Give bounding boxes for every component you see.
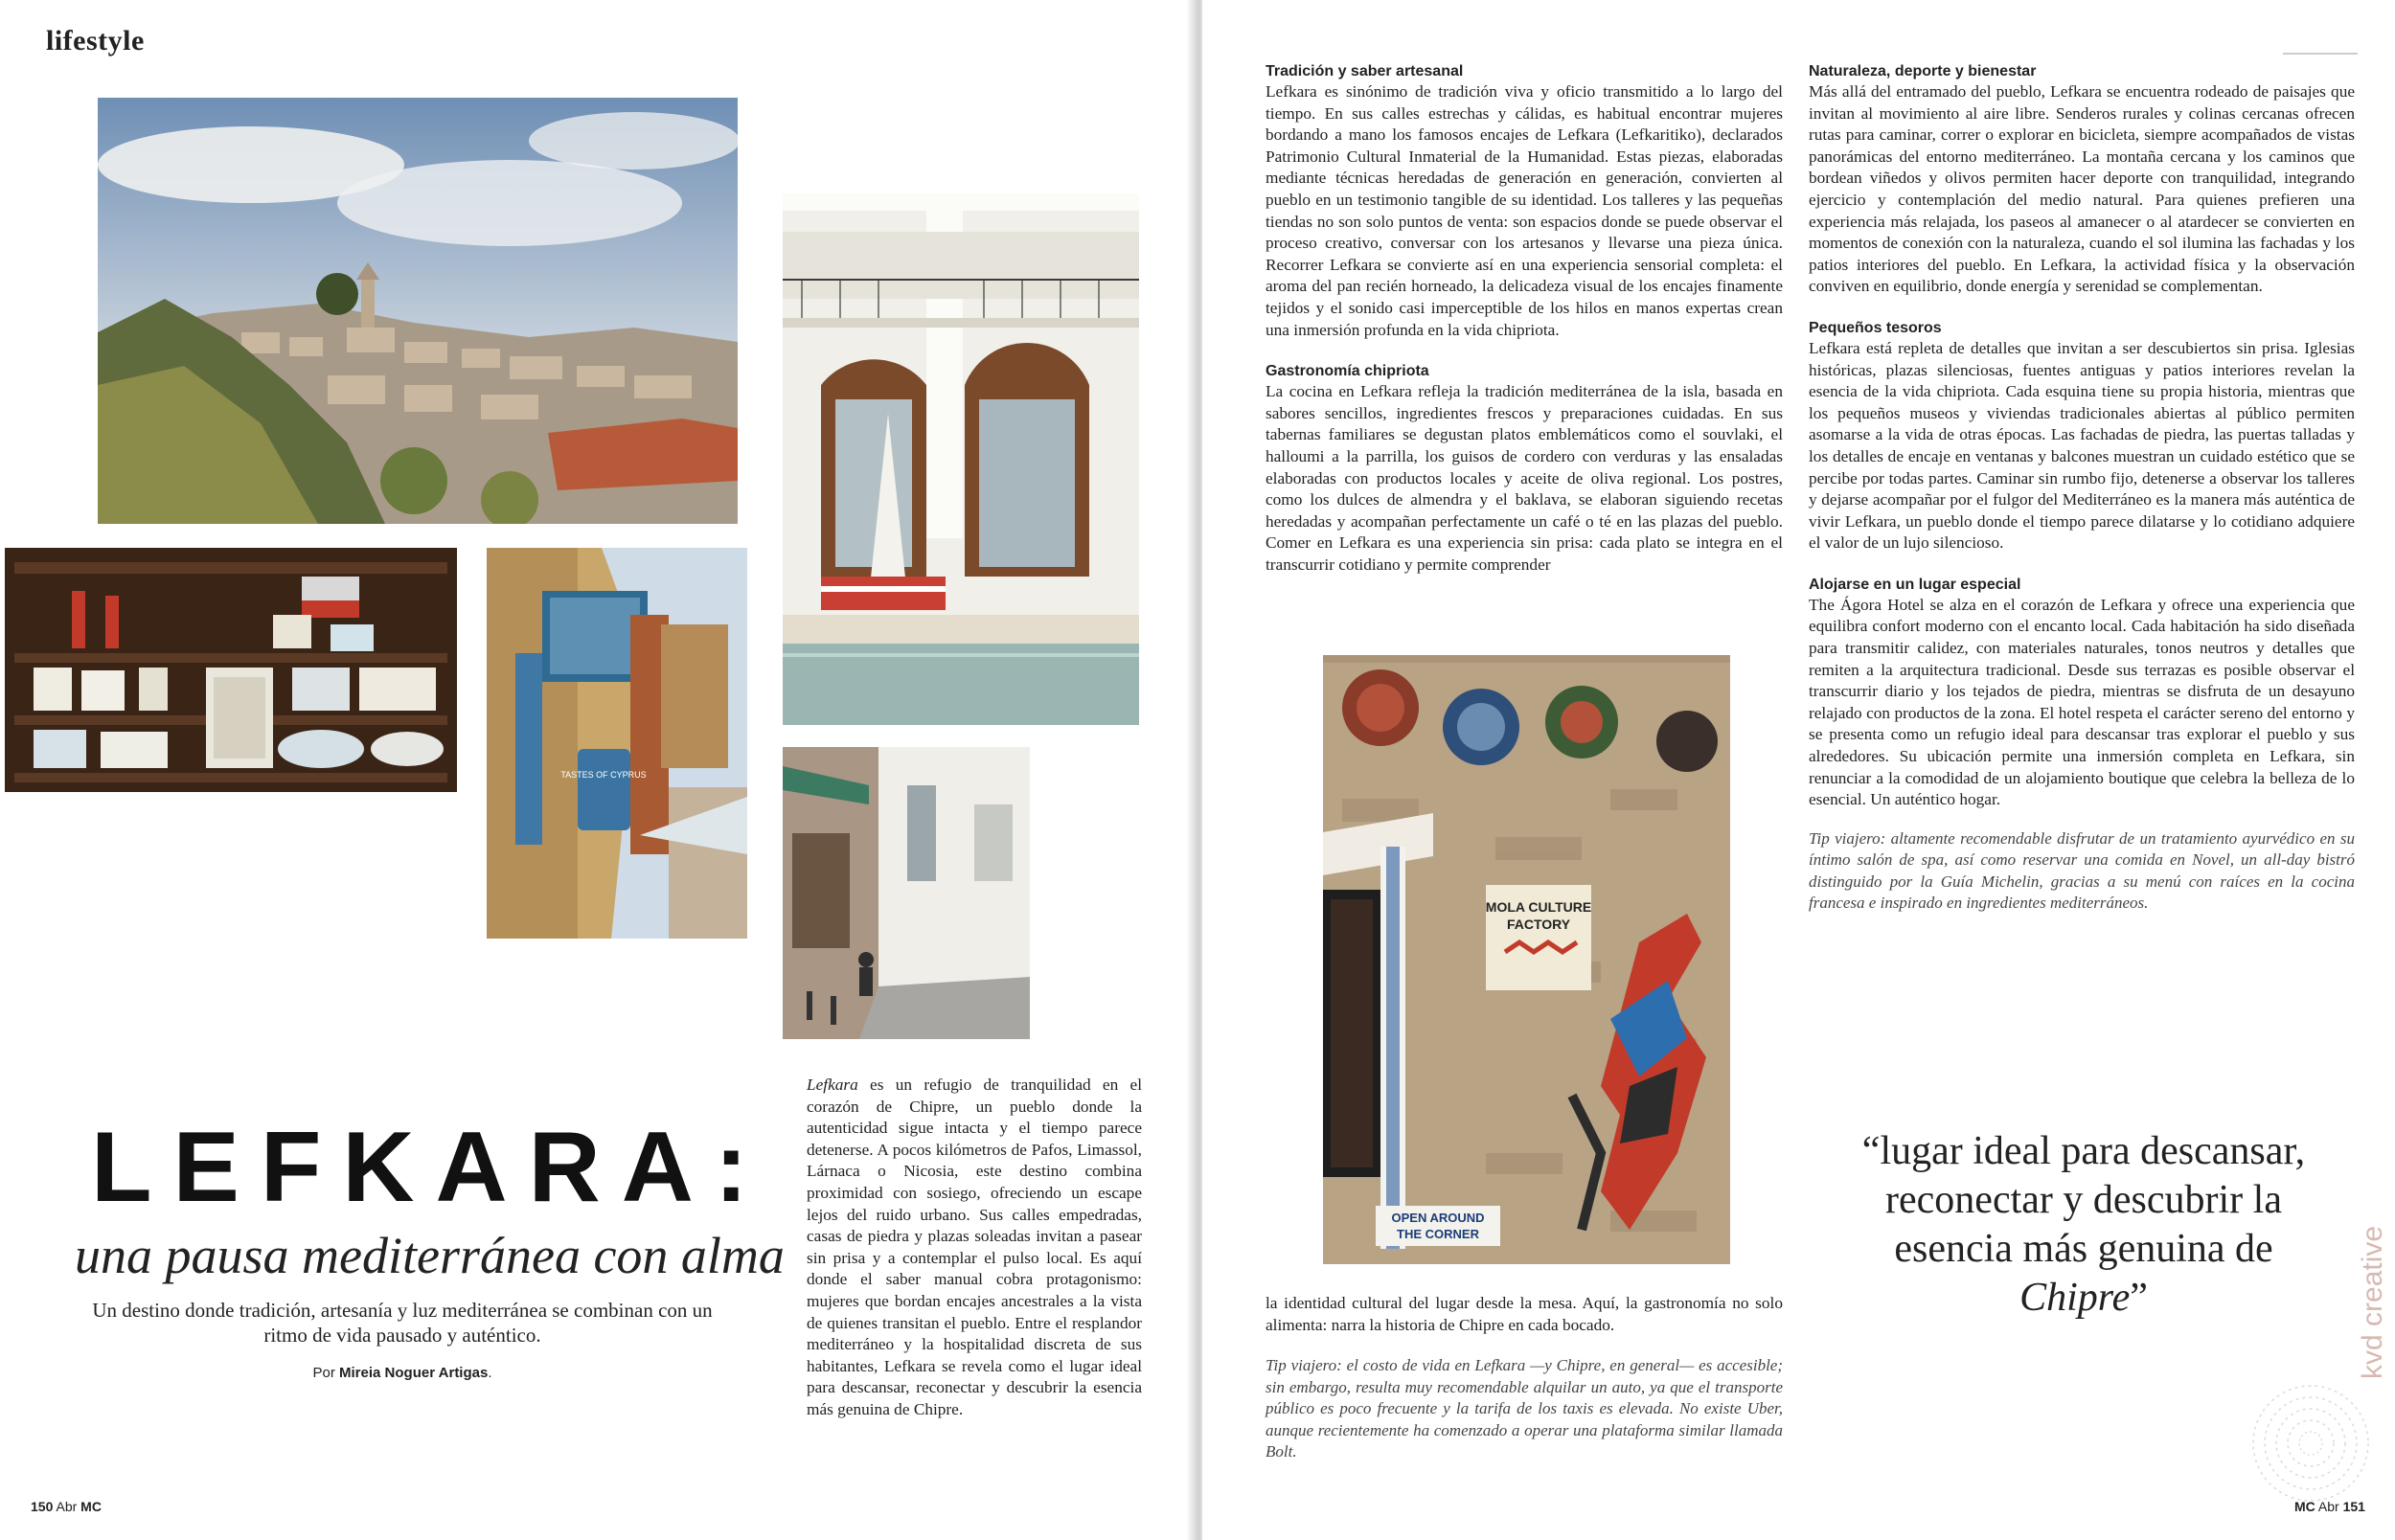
byline: Por Mireia Noguer Artigas. bbox=[312, 1365, 492, 1381]
right-page bbox=[1202, 0, 2395, 1540]
article-title: LEFKARA: bbox=[91, 1112, 769, 1223]
hotel-courtyard-photo bbox=[783, 193, 1139, 725]
text-gastronomia-continued: la identidad cultural del lugar desde la mesa. Aquí, la gastronomía no solo alimenta: narra la historia de Chipre en cada bocado. bbox=[1266, 1294, 1783, 1334]
tip-viajero-two: Tip viajero: altamente recomendable disfrutar de un tratamiento ayurvédico en su íntimo salón de spa, así como reservar una comida en Novel, un all-day bistró distinguido por la Guía Michelin, gracias a su menú con raíces en la cocina francesa e inspirado en ingredientes mediterráneos. bbox=[1809, 828, 2355, 913]
sign-line-two: FACTORY bbox=[1506, 917, 1571, 932]
pull-quote bbox=[1835, 1127, 2333, 1323]
byline-author: Mireia Noguer Artigas bbox=[339, 1365, 489, 1381]
left-page bbox=[0, 0, 1193, 1540]
intro-paragraph bbox=[807, 1075, 1142, 1421]
text-tradicion: Lefkara es sinónimo de tradición viva y oficio transmitido a lo largo del tiempo. En sus calles estrechas y cálidas, es habitual encontrar mujeres bordando a mano los famosos encajes de Lefkara (Lefkaritiko), declarados Patrimonio Cultural Inmaterial de la Humanidad. Estas piezas, elaboradas mediante técnicas heredadas de generación en generación, convierten al pueblo en un testimonio tangible de su identidad. Los talleres y las pequeñas tiendas no son solo puntos de venta: son espacios donde se puede observar el proceso creativo, conversar con los artesanos y llevarse una pieza única. Recorrer Lefkara se convierte así en una experiencia sensorial completa: el aroma del pan recién horneado, la delicadeza visual de los encajes finamente tejidos y el sonido casi imperceptible de los hilos en manos expertas crean una inmersión profunda en la vida chipriota. bbox=[1266, 82, 1783, 339]
heading-pequenos-tesoros: Pequeños tesoros bbox=[1809, 319, 1942, 336]
kvd-creative-brand: kvd creative bbox=[2357, 1225, 2388, 1379]
street-alley-photo bbox=[783, 747, 1030, 1039]
article-dek: Un destino donde tradición, artesanía y luz mediterránea se combinan con un ritmo de vida pausado y auténtico. bbox=[92, 1299, 713, 1347]
heading-naturaleza: Naturaleza, deporte y bienestar bbox=[1809, 63, 2037, 79]
section-label: lifestyle bbox=[46, 25, 145, 57]
lace-shop-photo bbox=[5, 548, 457, 792]
folio-month-right: Abr bbox=[2317, 1499, 2339, 1514]
column-one bbox=[1266, 62, 1783, 576]
folio-brand-right: MC bbox=[2294, 1499, 2315, 1514]
village-panorama-photo bbox=[98, 98, 738, 524]
corner-rule bbox=[2283, 53, 2358, 55]
shop-sign-text: TASTES OF CYPRUS bbox=[560, 770, 647, 780]
lace-rosette-icon bbox=[2247, 1379, 2376, 1508]
text-alojarse: The Ágora Hotel se alza en el corazón de Lefkara y ofrece una experiencia que equilibra confort moderno con el encanto local. Cada habitación ha sido diseñada para transmitir calidez, con materiales naturales, tonos neutros y detalles que remiten a la arquitectura tradicional. Desde sus terrazas es posible observar el transcurrir diario y los tejados de piedra, mientras se disfruta de un desayuno relajado con productos de la zona. El hotel respeta el carácter sereno del entorno y se presenta como un refugio ideal para descansar tras explorar el pueblo y sus alrededores. Su ubicación permite una inmersión completa en Lefkara, sin renunciar a la comodidad de un alojamiento boutique que celebra la belleza de lo esencial. Un auténtico hogar. bbox=[1809, 595, 2355, 809]
culture-factory-photo bbox=[1323, 655, 1730, 1264]
intro-lead: Lefkara bbox=[807, 1076, 858, 1094]
intro-text: es un refugio de tranquilidad en el corazón de Chipre, un pueblo donde la autenticidad sigue intacta y el tiempo parece detenerse. A pocos kilómetros de Pafos, Limassol, Lárnaca o Nicosia, este destino combina proximidad con sosiego, ofreciendo un escape lejos del ruido urbano. Sus calles empedradas, casas de piedra y plazas soleadas invitan a pasear sin prisa y a contemplar el pulso local. Es aquí donde el saber manual cobra protagonismo: mujeres que bordan encajes ancestrales a la vista de quienes transitan el pueblo. Entre el resplandor mediterráneo y la hospitalidad discreta de sus habitantes, Lefkara se revela como el lugar ideal para descansar, reconectar y descubrir la esencia más genuina de Chipre. bbox=[807, 1076, 1142, 1418]
tip-viajero-one: Tip viajero: el costo de vida en Lefkara —y Chipre, en general— es accesible; sin embargo, resulta muy recomendable alquilar un auto, ya que el transporte público es poco frecuente y la tarifa de los taxis es elevada. No existe Uber, aunque recientemente ha comenzado a operar una plataforma similar llamada Bolt. bbox=[1266, 1356, 1783, 1461]
heading-tradicion: Tradición y saber artesanal bbox=[1266, 63, 1464, 79]
heading-gastronomia: Gastronomía chipriota bbox=[1266, 363, 1429, 380]
pull-quote-close: ” bbox=[2130, 1276, 2148, 1320]
folio-number-left: 150 bbox=[31, 1499, 54, 1514]
text-pequenos-tesoros: Lefkara está repleta de detalles que invitan a ser descubiertos sin prisa. Iglesias históricas, plazas silenciosas, fuentes antiguas y patios interiores revelan la esencia de la vida chipriota. Cada esquina tiene su propia historia, mientras que los pequeños museos y viviendas tradicionales abiertas al público permiten asomarse a la vida de otras épocas. Las fachadas de piedra, las puertas talladas y los detalles de encaje en ventanas y balcones muestran un cuidado estético que se percibe por todas partes. Caminar sin rumbo fijo, detenerse a observar los talleres y dejarse acompañar por el fulgor del Mediterráneo es la manera más auténtica de vivir Lefkara, un pueblo donde el tiempo parece dilatarse y lo cotidiano adquiere el valor de un lujo silencioso. bbox=[1809, 338, 2355, 553]
pull-quote-emphasis: Chipre bbox=[2019, 1276, 2131, 1320]
folio-month-left: Abr bbox=[56, 1499, 78, 1514]
text-naturaleza: Más allá del entramado del pueblo, Lefkara se encuentra rodeado de paisajes que invitan al movimiento al aire libre. Senderos rurales y colinas cercanas ofrecen rutas para caminar, correr o explorar en bicicleta, siempre acompañados de vistas panorámicas del entorno mediterráneo. La montaña cercana y los caminos que bordean viñedos y olivos permiten hacer deporte con tranquilidad, integrando ejercicio y contemplación del medio natural. Para quienes prefieren una experiencia más relajada, los paseos al amanecer o al atardecer se convierten en momentos de conexión con la naturaleza, cuando el sol ilumina las fachadas y los patios interiores del pueblo. En Lefkara, la actividad física y la observación conviven en equilibrio, donde energía y serenidad se complementan. bbox=[1809, 82, 2355, 296]
open-sign-line-one: OPEN AROUND bbox=[1391, 1211, 1485, 1225]
pull-quote-text: “lugar ideal para descansar, reconectar y descubrir la esencia más genuina de bbox=[1861, 1129, 2306, 1271]
street-sign-photo bbox=[487, 548, 747, 939]
sign-line-one: MOLA CULTURE bbox=[1485, 899, 1592, 915]
text-gastronomia: La cocina en Lefkara refleja la tradición mediterránea de la isla, basada en sabores sencillos, ingredientes frescos y preparaciones cuidadas. En sus tabernas familiares se degustan platos emblemáticos como el souvlaki, el halloumi a la parrilla, los guisos de cordero con verduras y las ensaladas elaboradas con productos locales y aceite de oliva regional. Los postres, como los dulces de almendra y el baklava, se elaboran siguiendo recetas heredadas y acompañan perfectamente un café o té en las plazas del pueblo. Comer en Lefkara es una experiencia sin prisa: cada plato se integra en el transcurrir cotidiano y permite comprender bbox=[1266, 382, 1783, 574]
folio-left bbox=[31, 1499, 102, 1514]
folio-number-right: 151 bbox=[2342, 1499, 2365, 1514]
byline-prefix: Por bbox=[312, 1365, 335, 1381]
open-sign-line-two: THE CORNER bbox=[1397, 1227, 1479, 1241]
folio-right bbox=[2294, 1499, 2365, 1514]
heading-alojarse: Alojarse en un lugar especial bbox=[1809, 576, 2021, 593]
article-subtitle: una pausa mediterránea con alma bbox=[75, 1227, 785, 1284]
column-two bbox=[1809, 62, 2355, 915]
folio-brand-left: MC bbox=[80, 1499, 102, 1514]
